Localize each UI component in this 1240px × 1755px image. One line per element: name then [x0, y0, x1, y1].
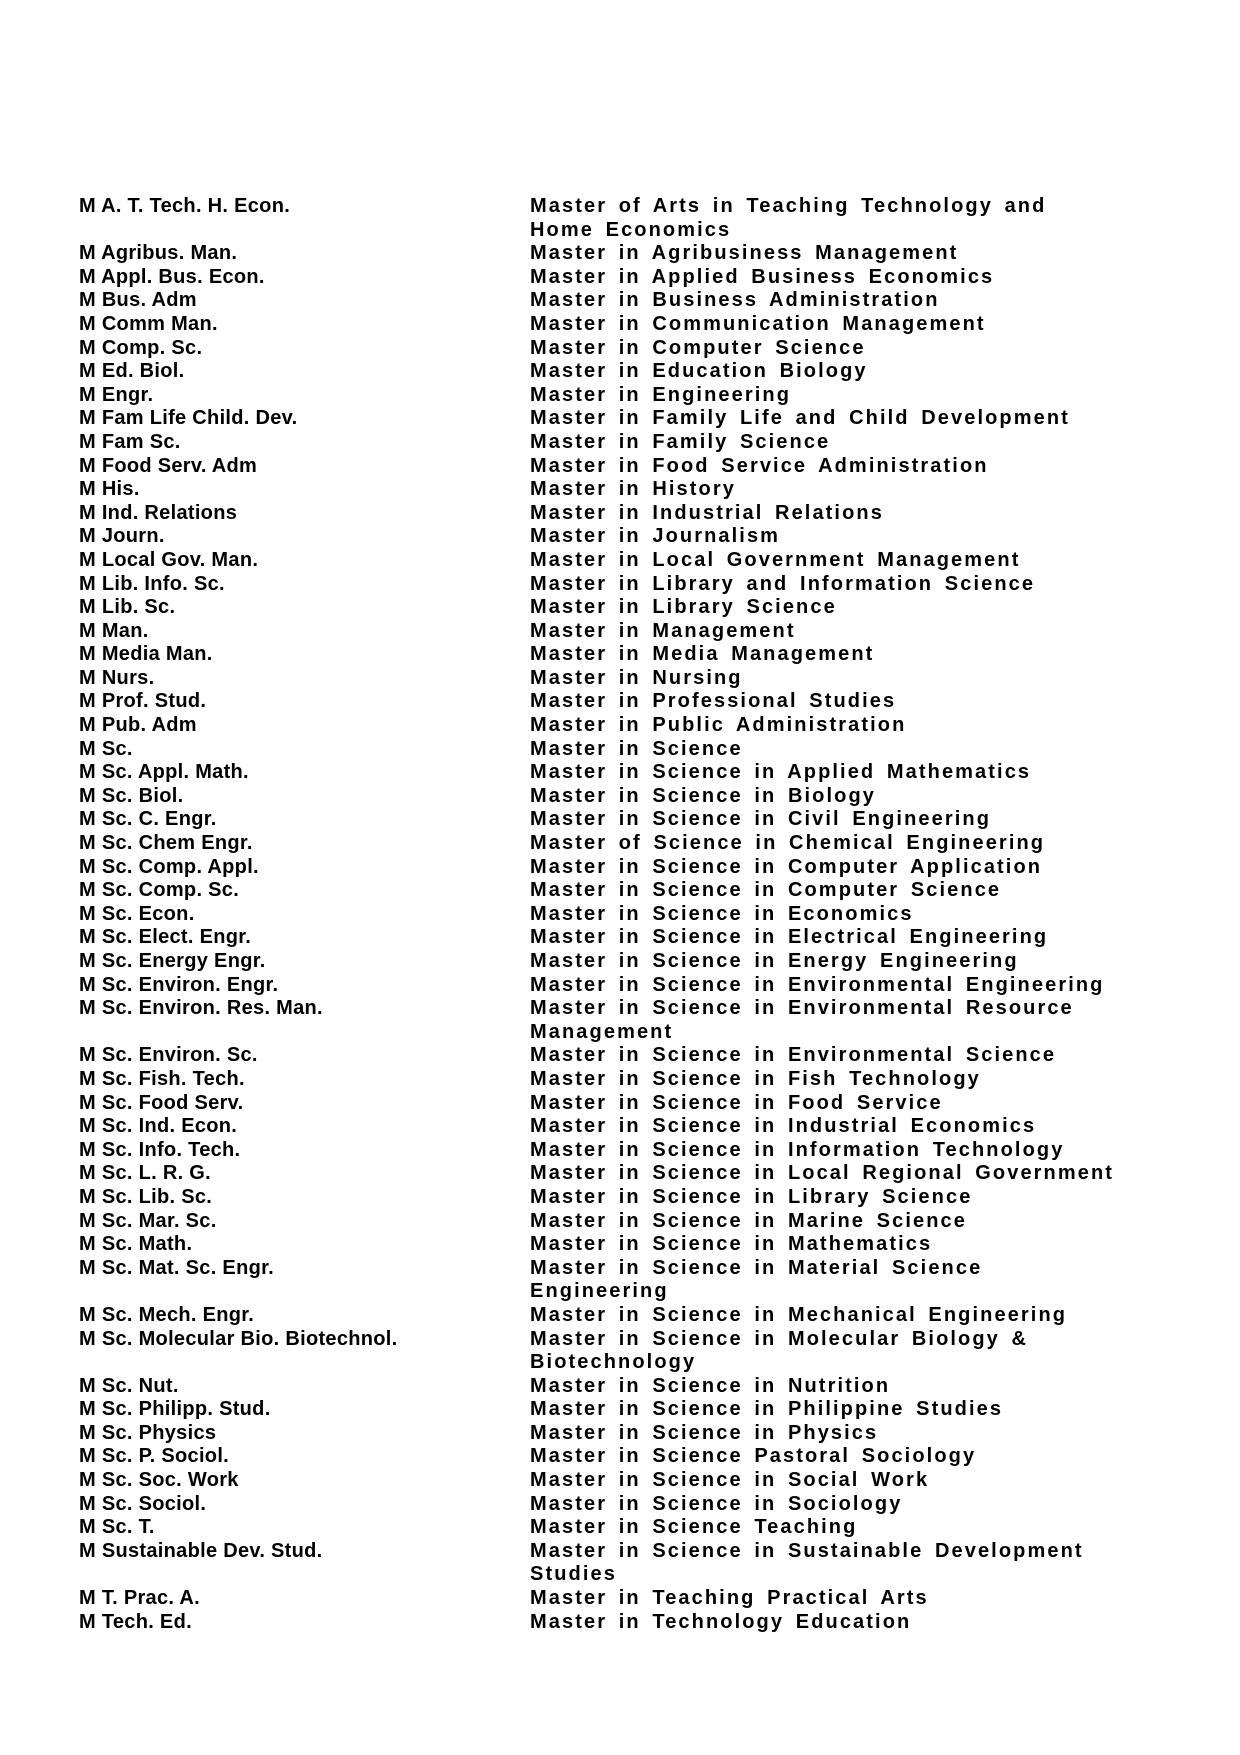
list-item [79, 1493, 1129, 1517]
abbreviation: M Sc. Ind. Econ. [79, 1115, 238, 1138]
definition: Master in Science in Material Science Engineering [530, 1256, 983, 1303]
list-item [79, 832, 1129, 856]
abbreviation-list [79, 195, 1129, 1634]
definition: Master in Science in Applied Mathematics [530, 761, 1032, 784]
definition: Master in Science in Environmental Engineering [530, 973, 1105, 996]
abbreviation: M Pub. Adm [79, 714, 197, 737]
list-item [79, 1233, 1129, 1257]
abbreviation: M Fam Sc. [79, 430, 181, 453]
list-item [79, 879, 1129, 903]
list-item [79, 1540, 1129, 1587]
list-item [79, 950, 1129, 974]
abbreviation: M Sc. Energy Engr. [79, 950, 266, 972]
abbreviation: M Sc. Comp. Appl. [79, 855, 259, 878]
abbreviation: M Agribus. Man. [79, 242, 238, 265]
list-item [79, 1422, 1129, 1446]
abbreviation: M Sc. Environ. Sc. [79, 1044, 258, 1067]
definition: Master in Science in Biology [530, 784, 876, 807]
definition: Master in Science [530, 737, 743, 760]
list-item [79, 289, 1129, 313]
definition: Master in Science in Philippine Studies [530, 1398, 1004, 1421]
list-item [79, 337, 1129, 361]
list-item [79, 242, 1129, 266]
abbreviation: M Sc. [79, 737, 133, 760]
definition: Master of Arts in Teaching Technology and Home Economics [530, 195, 1047, 241]
abbreviation: M A. T. Tech. H. Econ. [79, 195, 291, 217]
list-item [79, 1398, 1129, 1422]
abbreviation: M Comm Man. [79, 312, 218, 335]
definition: Master in Science in Local Regional Government [530, 1162, 1115, 1185]
abbreviation: M Sc. Sociol. [79, 1492, 207, 1515]
definition: Master in Science in Marine Science [530, 1209, 967, 1232]
definition: Master in History [530, 478, 736, 501]
abbreviation: M Sc. Physics [79, 1421, 217, 1444]
definition: Master in Food Service Administration [530, 454, 989, 477]
definition: Master in Management [530, 619, 796, 642]
list-item [79, 573, 1129, 597]
abbreviation: M Sc. Molecular Bio. Biotechnol. [79, 1327, 398, 1350]
definition: Master in Local Government Management [530, 548, 1021, 571]
list-item [79, 596, 1129, 620]
definition: Master in Science in Sustainable Development Studies [530, 1539, 1084, 1586]
list-item [79, 407, 1129, 431]
list-item [79, 384, 1129, 408]
definition: Master in Science in Molecular Biology & Biotechnology [530, 1327, 1029, 1374]
list-item [79, 1186, 1129, 1210]
definition: Master in Journalism [530, 525, 781, 548]
abbreviation: M Sc. Biol. [79, 784, 184, 807]
abbreviation: M Sc. L. R. G. [79, 1162, 211, 1185]
definition: Master in Family Life and Child Development [530, 407, 1070, 430]
list-item [79, 856, 1129, 880]
definition: Master in Technology Education [530, 1610, 912, 1633]
definition: Master in Science in Industrial Economics [530, 1115, 1037, 1138]
list-item [79, 1210, 1129, 1234]
list-item [79, 1516, 1129, 1540]
definition: Master in Science in Economics [530, 902, 914, 925]
definition: Master in Science in Mechanical Engineering [530, 1303, 1068, 1326]
list-item [79, 903, 1129, 927]
abbreviation: M Prof. Stud. [79, 690, 207, 713]
list-item [79, 1469, 1129, 1493]
definition: Master in Business Administration [530, 289, 940, 312]
list-item [79, 808, 1129, 832]
list-item [79, 974, 1129, 998]
definition: Master in Industrial Relations [530, 501, 884, 524]
definition: Master in Engineering [530, 383, 792, 406]
abbreviation: M Sc. Appl. Math. [79, 761, 249, 784]
definition: Master in Science in Energy Engineering [530, 950, 1019, 972]
definition: Master in Applied Business Economics [530, 265, 995, 288]
abbreviation: M Local Gov. Man. [79, 548, 259, 571]
list-item [79, 1611, 1129, 1635]
list-item [79, 1304, 1129, 1328]
list-item [79, 785, 1129, 809]
definition: Master in Science in Mathematics [530, 1233, 933, 1256]
definition: Master in Science in Civil Engineering [530, 808, 992, 831]
definition: Master in Science in Fish Technology [530, 1067, 981, 1090]
list-item [79, 926, 1129, 950]
definition: Master in Science in Nutrition [530, 1374, 891, 1397]
abbreviation: M Sc. Soc. Work [79, 1469, 239, 1492]
list-item [79, 1115, 1129, 1139]
list-item [79, 620, 1129, 644]
abbreviation: M Nurs. [79, 666, 155, 689]
abbreviation: M Sustainable Dev. Stud. [79, 1539, 323, 1562]
abbreviation: M Sc. Environ. Res. Man. [79, 997, 323, 1020]
list-item [79, 455, 1129, 479]
list-item [79, 549, 1129, 573]
abbreviation: M Sc. C. Engr. [79, 808, 217, 831]
abbreviation: M Sc. Elect. Engr. [79, 926, 252, 949]
abbreviation: M Media Man. [79, 643, 213, 666]
definition: Master in Science Teaching [530, 1516, 858, 1539]
abbreviation: M Sc. Econ. [79, 902, 195, 925]
list-item [79, 1375, 1129, 1399]
abbreviation: M Sc. Lib. Sc. [79, 1185, 213, 1208]
definition: Master in Science in Social Work [530, 1469, 930, 1492]
list-item [79, 266, 1129, 290]
definition: Master in Science in Physics [530, 1421, 879, 1444]
definition: Master in Science in Sociology [530, 1492, 903, 1515]
definition: Master in Science in Information Technology [530, 1138, 1065, 1161]
abbreviation: M Bus. Adm [79, 289, 197, 312]
list-item [79, 502, 1129, 526]
list-item [79, 1445, 1129, 1469]
definition: Master in Science in Electrical Engineering [530, 926, 1049, 949]
definition: Master in Public Administration [530, 714, 907, 737]
definition: Master in Professional Studies [530, 690, 897, 713]
abbreviation: M Sc. Food Serv. [79, 1091, 244, 1114]
list-item [79, 1162, 1129, 1186]
definition: Master in Nursing [530, 666, 743, 689]
abbreviation: M Tech. Ed. [79, 1610, 192, 1633]
definition: Master in Science Pastoral Sociology [530, 1445, 977, 1468]
abbreviation: M Ed. Biol. [79, 360, 185, 383]
list-item [79, 738, 1129, 762]
abbreviation: M Sc. Philipp. Stud. [79, 1398, 271, 1421]
definition: Master in Teaching Practical Arts [530, 1587, 929, 1610]
list-item [79, 690, 1129, 714]
list-item [79, 1139, 1129, 1163]
definition: Master in Library Science [530, 596, 837, 619]
definition: Master in Media Management [530, 643, 875, 666]
abbreviation: M Sc. Mat. Sc. Engr. [79, 1256, 274, 1279]
abbreviation: M Sc. Math. [79, 1233, 193, 1256]
abbreviation: M Sc. Nut. [79, 1374, 179, 1397]
definition: Master in Library and Information Science [530, 572, 1036, 595]
list-item [79, 1328, 1129, 1375]
list-item [79, 431, 1129, 455]
list-item [79, 195, 1129, 242]
abbreviation: M Engr. [79, 383, 154, 406]
list-item [79, 714, 1129, 738]
definition: Master in Computer Science [530, 336, 866, 359]
abbreviation: M Lib. Sc. [79, 596, 176, 619]
abbreviation: M Food Serv. Adm [79, 454, 258, 477]
abbreviation: M Sc. Info. Tech. [79, 1138, 241, 1161]
abbreviation: M Sc. Comp. Sc. [79, 879, 240, 902]
abbreviation: M His. [79, 478, 140, 501]
definition: Master in Family Science [530, 430, 831, 453]
list-item [79, 1044, 1129, 1068]
abbreviation: M Sc. Environ. Engr. [79, 973, 279, 996]
abbreviation: M Sc. Mar. Sc. [79, 1209, 217, 1232]
definition: Master in Communication Management [530, 312, 986, 335]
abbreviation: M Lib. Info. Sc. [79, 572, 225, 595]
abbreviation: M T. Prac. A. [79, 1587, 200, 1610]
list-item [79, 643, 1129, 667]
list-item [79, 525, 1129, 549]
definition: Master of Science in Chemical Engineering [530, 832, 1046, 855]
list-item [79, 360, 1129, 384]
abbreviation: M Sc. T. [79, 1516, 155, 1539]
list-item [79, 1092, 1129, 1116]
abbreviation: M Fam Life Child. Dev. [79, 407, 298, 430]
list-item [79, 1257, 1129, 1304]
abbreviation: M Sc. P. Sociol. [79, 1445, 230, 1468]
definition: Master in Science in Environmental Science [530, 1044, 1057, 1067]
abbreviation: M Appl. Bus. Econ. [79, 265, 265, 288]
definition: Master in Agribusiness Management [530, 242, 959, 265]
list-item [79, 478, 1129, 502]
abbreviation: M Journ. [79, 525, 165, 548]
definition: Master in Science in Computer Science [530, 879, 1002, 902]
list-item [79, 667, 1129, 691]
definition: Master in Science in Library Science [530, 1185, 973, 1208]
definition: Master in Science in Food Service [530, 1091, 943, 1114]
abbreviation: M Sc. Mech. Engr. [79, 1303, 255, 1326]
abbreviation: M Man. [79, 619, 149, 642]
definition: Master in Education Biology [530, 360, 868, 383]
abbreviation: M Sc. Fish. Tech. [79, 1067, 245, 1090]
definition: Master in Science in Environmental Resource Management [530, 997, 1074, 1043]
abbreviation: M Ind. Relations [79, 501, 238, 524]
abbreviation: M Sc. Chem Engr. [79, 832, 253, 855]
list-item [79, 997, 1129, 1044]
definition: Master in Science in Computer Application [530, 855, 1043, 878]
list-item [79, 761, 1129, 785]
list-item [79, 1587, 1129, 1611]
abbreviation: M Comp. Sc. [79, 336, 203, 359]
list-item [79, 1068, 1129, 1092]
list-item [79, 313, 1129, 337]
